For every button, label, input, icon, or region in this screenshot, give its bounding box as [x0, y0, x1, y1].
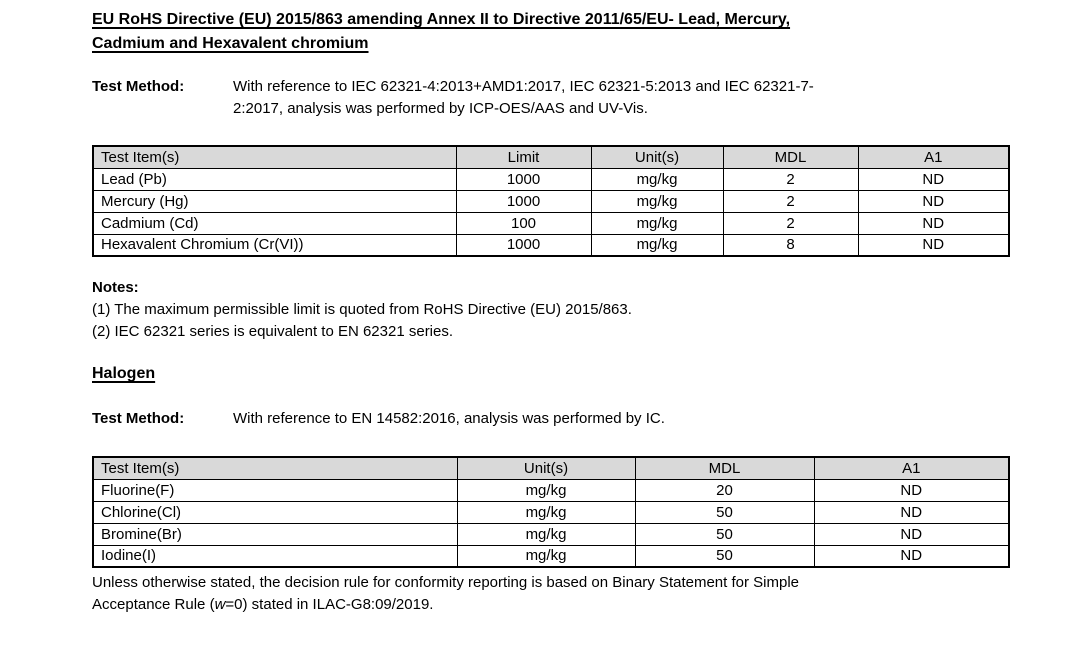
halogen-section-title	[92, 363, 1008, 385]
halogen-test-method-text	[233, 408, 665, 430]
cell-mdl: 2	[723, 190, 858, 212]
cell-result: ND	[858, 168, 1009, 190]
cell-mdl: 20	[635, 479, 814, 501]
rohs-section-title	[92, 8, 1008, 56]
halogen-col-header-units: Unit(s)	[457, 457, 635, 479]
cell-test-item: Mercury (Hg)	[93, 190, 456, 212]
table-row-lead	[93, 168, 1009, 190]
table-row-hexavalent-chromium	[93, 234, 1009, 256]
note-item-1: (1) The maximum permissible limit is quoted from RoHS Directive (EU) 2015/863.	[92, 301, 632, 318]
rohs-section-title-line2: Cadmium and Hexavalent chromium	[92, 35, 369, 52]
rohs-test-method-label: Test Method:	[92, 78, 185, 95]
cell-unit: mg/kg	[591, 212, 723, 234]
decision-rule-note	[92, 572, 1008, 616]
cell-unit: mg/kg	[457, 501, 635, 523]
cell-test-item: Chlorine(Cl)	[93, 501, 457, 523]
decision-rule-w-symbol: w	[214, 596, 226, 613]
cell-mdl: 8	[723, 234, 858, 256]
cell-limit: 100	[456, 212, 591, 234]
cell-result: ND	[858, 234, 1009, 256]
halogen-section-title-text: Halogen	[92, 365, 156, 382]
rohs-col-header-test-item: Test Item(s)	[93, 146, 456, 168]
rohs-test-method	[92, 76, 1008, 120]
table-row-bromine	[93, 523, 1009, 545]
rohs-col-header-mdl: MDL	[723, 146, 858, 168]
cell-test-item: Fluorine(F)	[93, 479, 457, 501]
halogen-col-header-test-item: Test Item(s)	[93, 457, 457, 479]
cell-result: ND	[814, 523, 1009, 545]
cell-limit: 1000	[456, 234, 591, 256]
table-row-cadmium	[93, 212, 1009, 234]
table-row-mercury	[93, 190, 1009, 212]
cell-test-item: Cadmium (Cd)	[93, 212, 456, 234]
cell-unit: mg/kg	[591, 190, 723, 212]
notes-label: Notes:	[92, 279, 139, 296]
cell-unit: mg/kg	[591, 168, 723, 190]
cell-result: ND	[858, 212, 1009, 234]
rohs-table-header-row	[93, 146, 1009, 168]
table-row-iodine	[93, 545, 1009, 567]
cell-test-item: Lead (Pb)	[93, 168, 456, 190]
table-row-chlorine	[93, 501, 1009, 523]
cell-result: ND	[814, 545, 1009, 567]
rohs-test-method-text-line2: 2:2017, analysis was performed by ICP-OES/AAS and UV-Vis.	[233, 100, 648, 117]
cell-unit: mg/kg	[457, 479, 635, 501]
cell-mdl: 50	[635, 523, 814, 545]
cell-limit: 1000	[456, 168, 591, 190]
decision-rule-line2-post: =0) stated in ILAC-G8:09/2019.	[225, 596, 434, 613]
cell-result: ND	[814, 479, 1009, 501]
rohs-section-title-line1: EU RoHS Directive (EU) 2015/863 amending Annex II to Directive 2011/65/EU- Lead, Mercury,	[92, 11, 791, 28]
cell-mdl: 50	[635, 501, 814, 523]
halogen-test-method	[92, 408, 1008, 430]
notes-section	[92, 277, 1008, 343]
cell-unit: mg/kg	[457, 545, 635, 567]
report-content	[92, 0, 1008, 616]
halogen-col-header-mdl: MDL	[635, 457, 814, 479]
halogen-col-header-a1: A1	[814, 457, 1009, 479]
decision-rule-line2-pre: Acceptance Rule (	[92, 596, 215, 613]
cell-mdl: 2	[723, 212, 858, 234]
cell-test-item: Iodine(I)	[93, 545, 457, 567]
rohs-col-header-units: Unit(s)	[591, 146, 723, 168]
halogen-table-header-row	[93, 457, 1009, 479]
rohs-col-header-limit: Limit	[456, 146, 591, 168]
rohs-results-table	[92, 145, 1010, 257]
halogen-test-method-label: Test Method:	[92, 410, 185, 427]
decision-rule-line2	[92, 594, 1008, 616]
cell-result: ND	[858, 190, 1009, 212]
rohs-test-method-text	[233, 76, 814, 120]
cell-test-item: Hexavalent Chromium (Cr(VI))	[93, 234, 456, 256]
cell-limit: 1000	[456, 190, 591, 212]
decision-rule-line1: Unless otherwise stated, the decision rule for conformity reporting is based on Binary Statement for Simple	[92, 574, 800, 591]
rohs-col-header-a1: A1	[858, 146, 1009, 168]
cell-unit: mg/kg	[591, 234, 723, 256]
rohs-test-method-text-line1: With reference to IEC 62321-4:2013+AMD1:2017, IEC 62321-5:2013 and IEC 62321-7-	[233, 78, 814, 95]
cell-result: ND	[814, 501, 1009, 523]
cell-mdl: 50	[635, 545, 814, 567]
cell-unit: mg/kg	[457, 523, 635, 545]
table-row-fluorine	[93, 479, 1009, 501]
halogen-results-table	[92, 456, 1010, 568]
note-item-2: (2) IEC 62321 series is equivalent to EN 62321 series.	[92, 323, 454, 340]
halogen-test-method-text-line1: With reference to EN 14582:2016, analysis was performed by IC.	[233, 410, 665, 427]
cell-test-item: Bromine(Br)	[93, 523, 457, 545]
cell-mdl: 2	[723, 168, 858, 190]
